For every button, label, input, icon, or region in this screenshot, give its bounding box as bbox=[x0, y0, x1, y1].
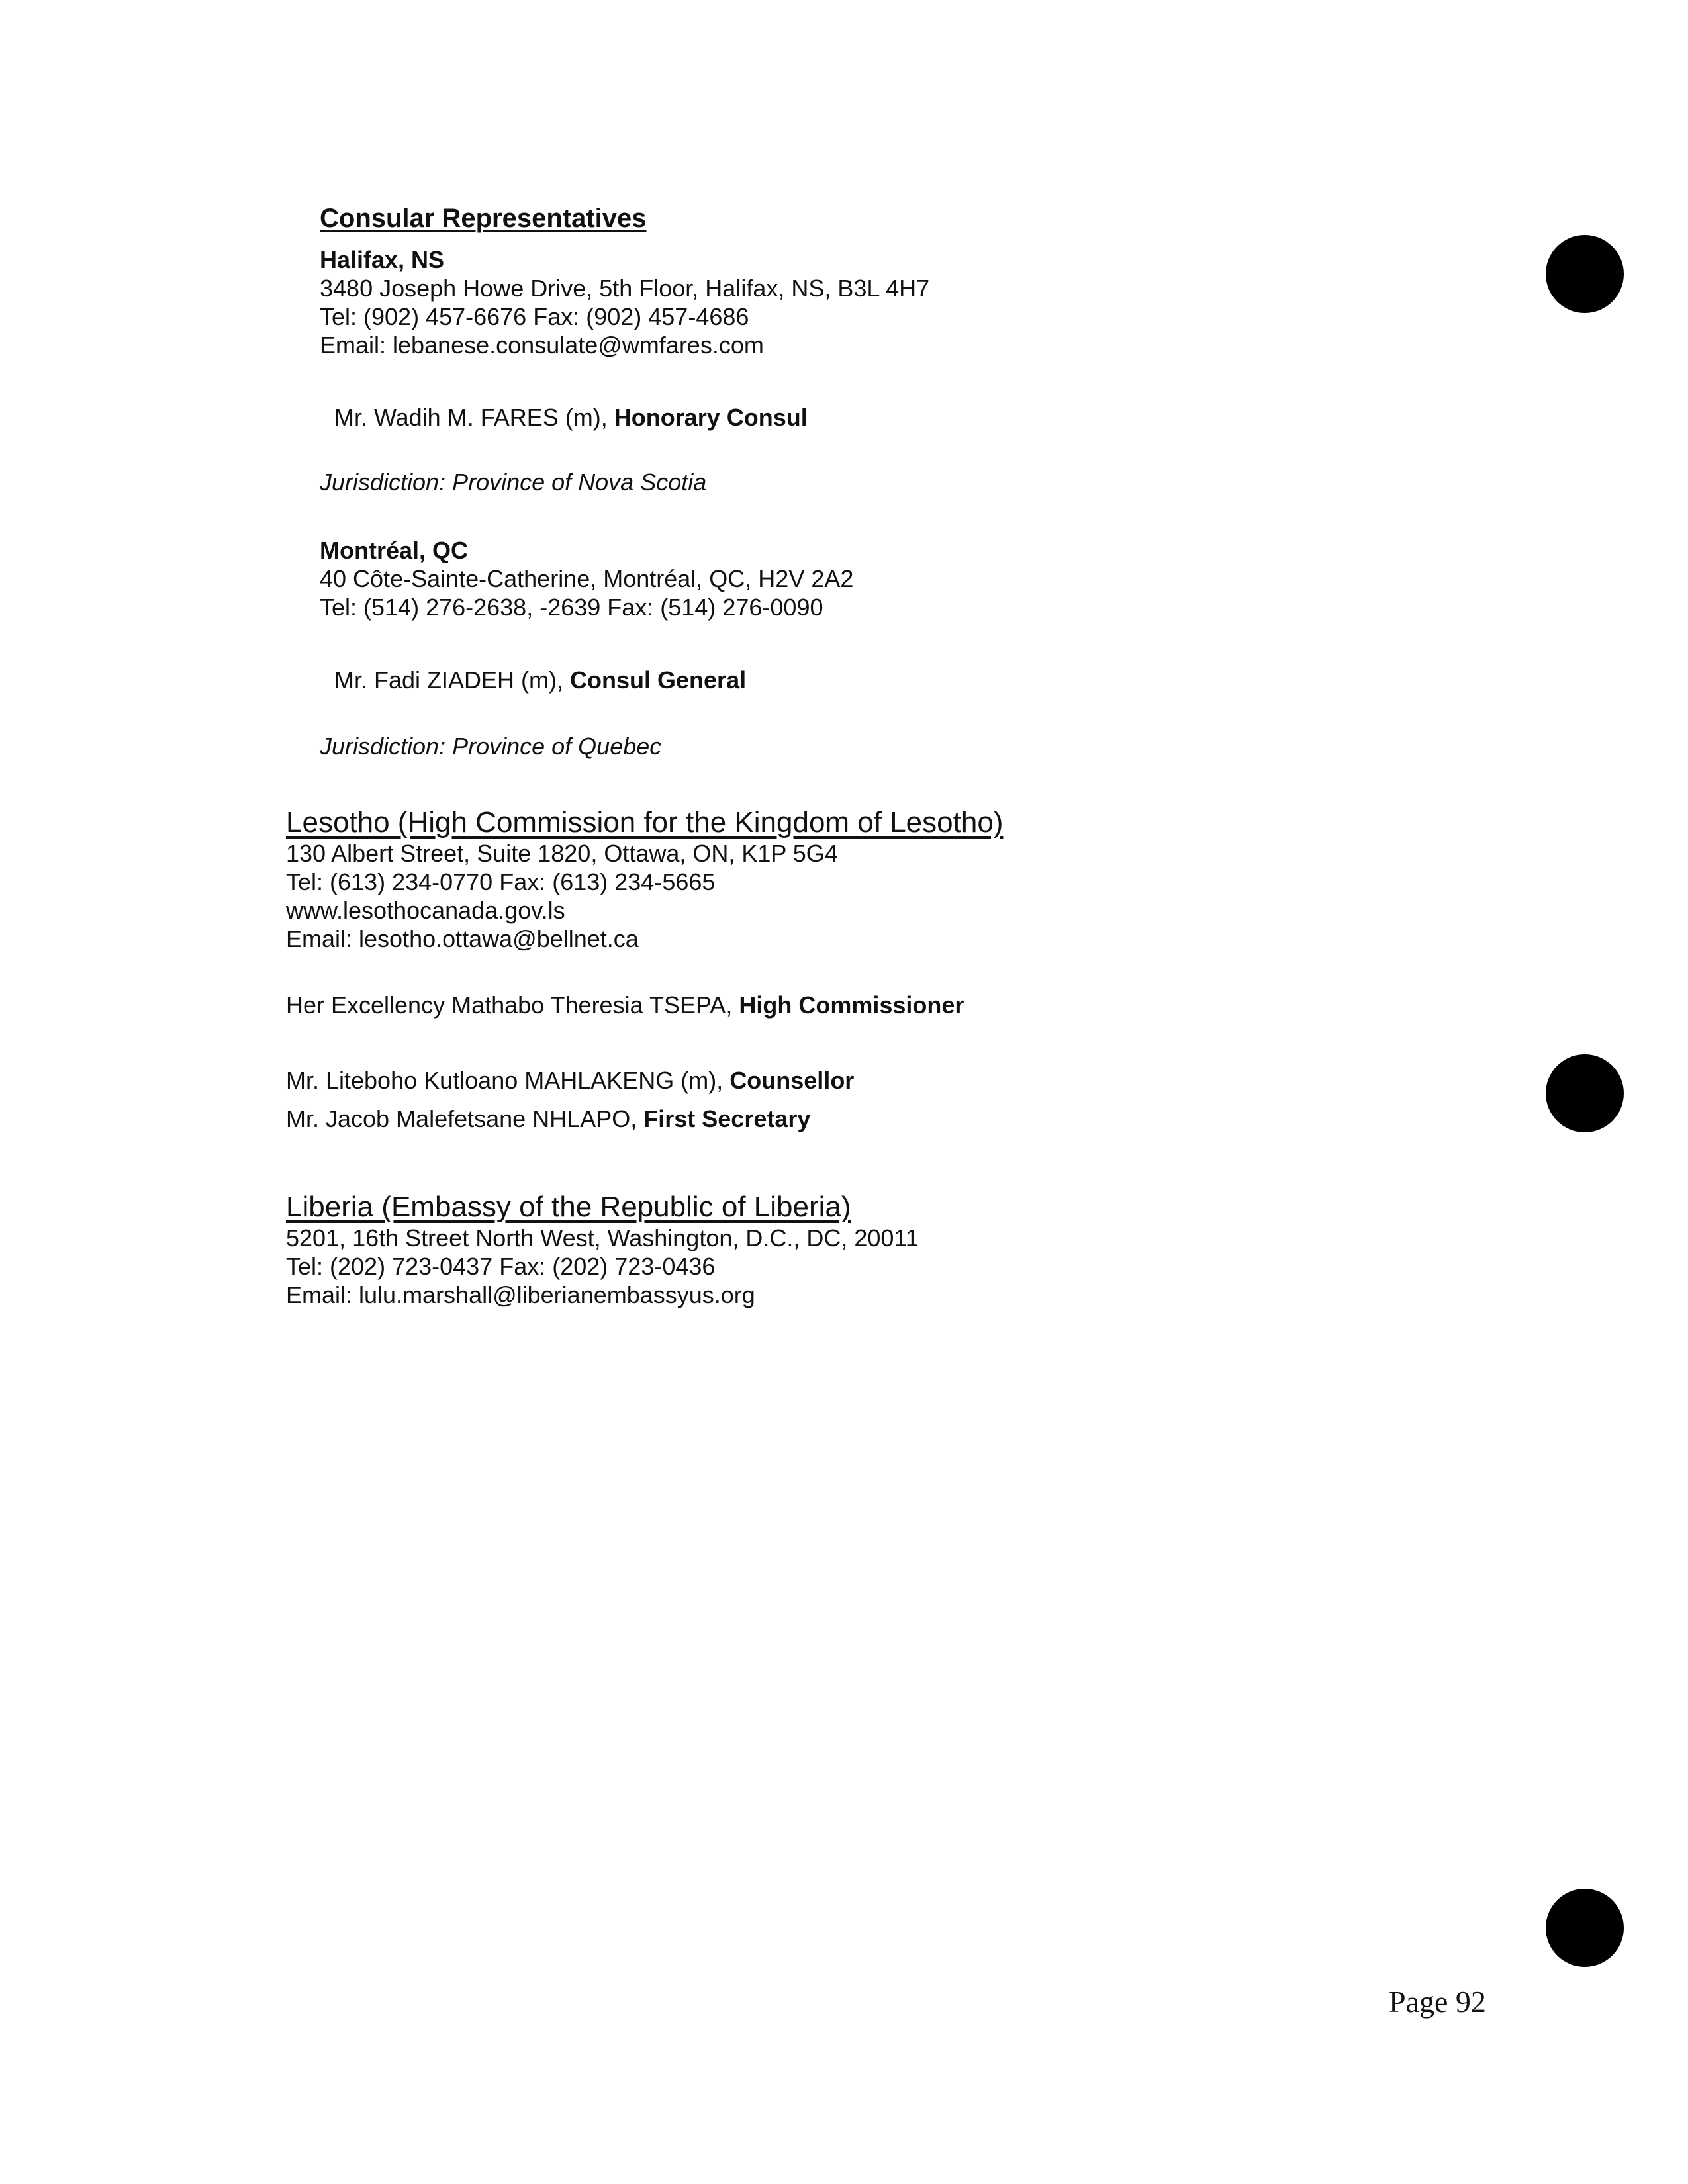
official-title: Honorary Consul bbox=[614, 404, 808, 431]
office-city: Halifax, NS bbox=[320, 246, 445, 273]
lesotho-phone: Tel: (613) 234-0770 Fax: (613) 234-5665 bbox=[286, 868, 716, 895]
lesotho-staff-high-commissioner bbox=[286, 991, 964, 1019]
office-phone: Tel: (514) 276-2638, -2639 Fax: (514) 276-0090 bbox=[320, 594, 823, 621]
office-address: 40 Côte-Sainte-Catherine, Montréal, QC, H2V 2A2 bbox=[320, 565, 854, 592]
official-title: Consul General bbox=[570, 666, 747, 694]
staff-name: Mr. Liteboho Kutloano MAHLAKENG (m), bbox=[286, 1067, 724, 1094]
liberia-heading: Liberia (Embassy of the Republic of Liberia) bbox=[286, 1191, 851, 1223]
montreal-official bbox=[334, 666, 746, 694]
staff-title: First Secretary bbox=[643, 1105, 811, 1132]
lesotho-section bbox=[286, 806, 1003, 953]
lesotho-heading: Lesotho (High Commission for the Kingdom of Lesotho) bbox=[286, 806, 1004, 839]
lesotho-staff-counsellor bbox=[286, 1066, 854, 1095]
liberia-section bbox=[286, 1191, 919, 1309]
punch-hole-middle bbox=[1546, 1054, 1624, 1132]
lesotho-address: 130 Albert Street, Suite 1820, Ottawa, ON, K1P 5G4 bbox=[286, 840, 838, 867]
office-email: Email: lebanese.consulate@wmfares.com bbox=[320, 332, 764, 359]
halifax-office bbox=[320, 246, 929, 359]
lesotho-staff-first-secretary bbox=[286, 1105, 810, 1133]
punch-hole-top bbox=[1546, 235, 1624, 313]
staff-name: Mr. Jacob Malefetsane NHLAPO, bbox=[286, 1105, 637, 1132]
liberia-email: Email: lulu.marshall@liberianembassyus.org bbox=[286, 1281, 755, 1308]
liberia-phone: Tel: (202) 723-0437 Fax: (202) 723-0436 bbox=[286, 1253, 716, 1280]
official-name: Mr. Wadih M. FARES (m), bbox=[334, 404, 608, 431]
lesotho-website: www.lesothocanada.gov.ls bbox=[286, 897, 565, 924]
consular-heading: Consular Representatives bbox=[320, 204, 647, 233]
page-number: Page 92 bbox=[1389, 1985, 1486, 2019]
punch-hole-bottom bbox=[1546, 1889, 1624, 1967]
liberia-address: 5201, 16th Street North West, Washington, D.C., DC, 20011 bbox=[286, 1224, 919, 1251]
office-address: 3480 Joseph Howe Drive, 5th Floor, Halifax, NS, B3L 4H7 bbox=[320, 275, 930, 302]
staff-name: Her Excellency Mathabo Theresia TSEPA, bbox=[286, 991, 733, 1019]
lesotho-email: Email: lesotho.ottawa@bellnet.ca bbox=[286, 925, 639, 952]
office-phone: Tel: (902) 457-6676 Fax: (902) 457-4686 bbox=[320, 303, 749, 330]
official-name: Mr. Fadi ZIADEH (m), bbox=[334, 666, 564, 694]
montreal-jurisdiction: Jurisdiction: Province of Quebec bbox=[320, 733, 662, 760]
halifax-official bbox=[334, 403, 808, 432]
office-city: Montréal, QC bbox=[320, 537, 469, 564]
staff-title: High Commissioner bbox=[739, 991, 964, 1019]
staff-title: Counsellor bbox=[729, 1067, 855, 1094]
halifax-jurisdiction: Jurisdiction: Province of Nova Scotia bbox=[320, 469, 707, 496]
montreal-office bbox=[320, 536, 853, 621]
